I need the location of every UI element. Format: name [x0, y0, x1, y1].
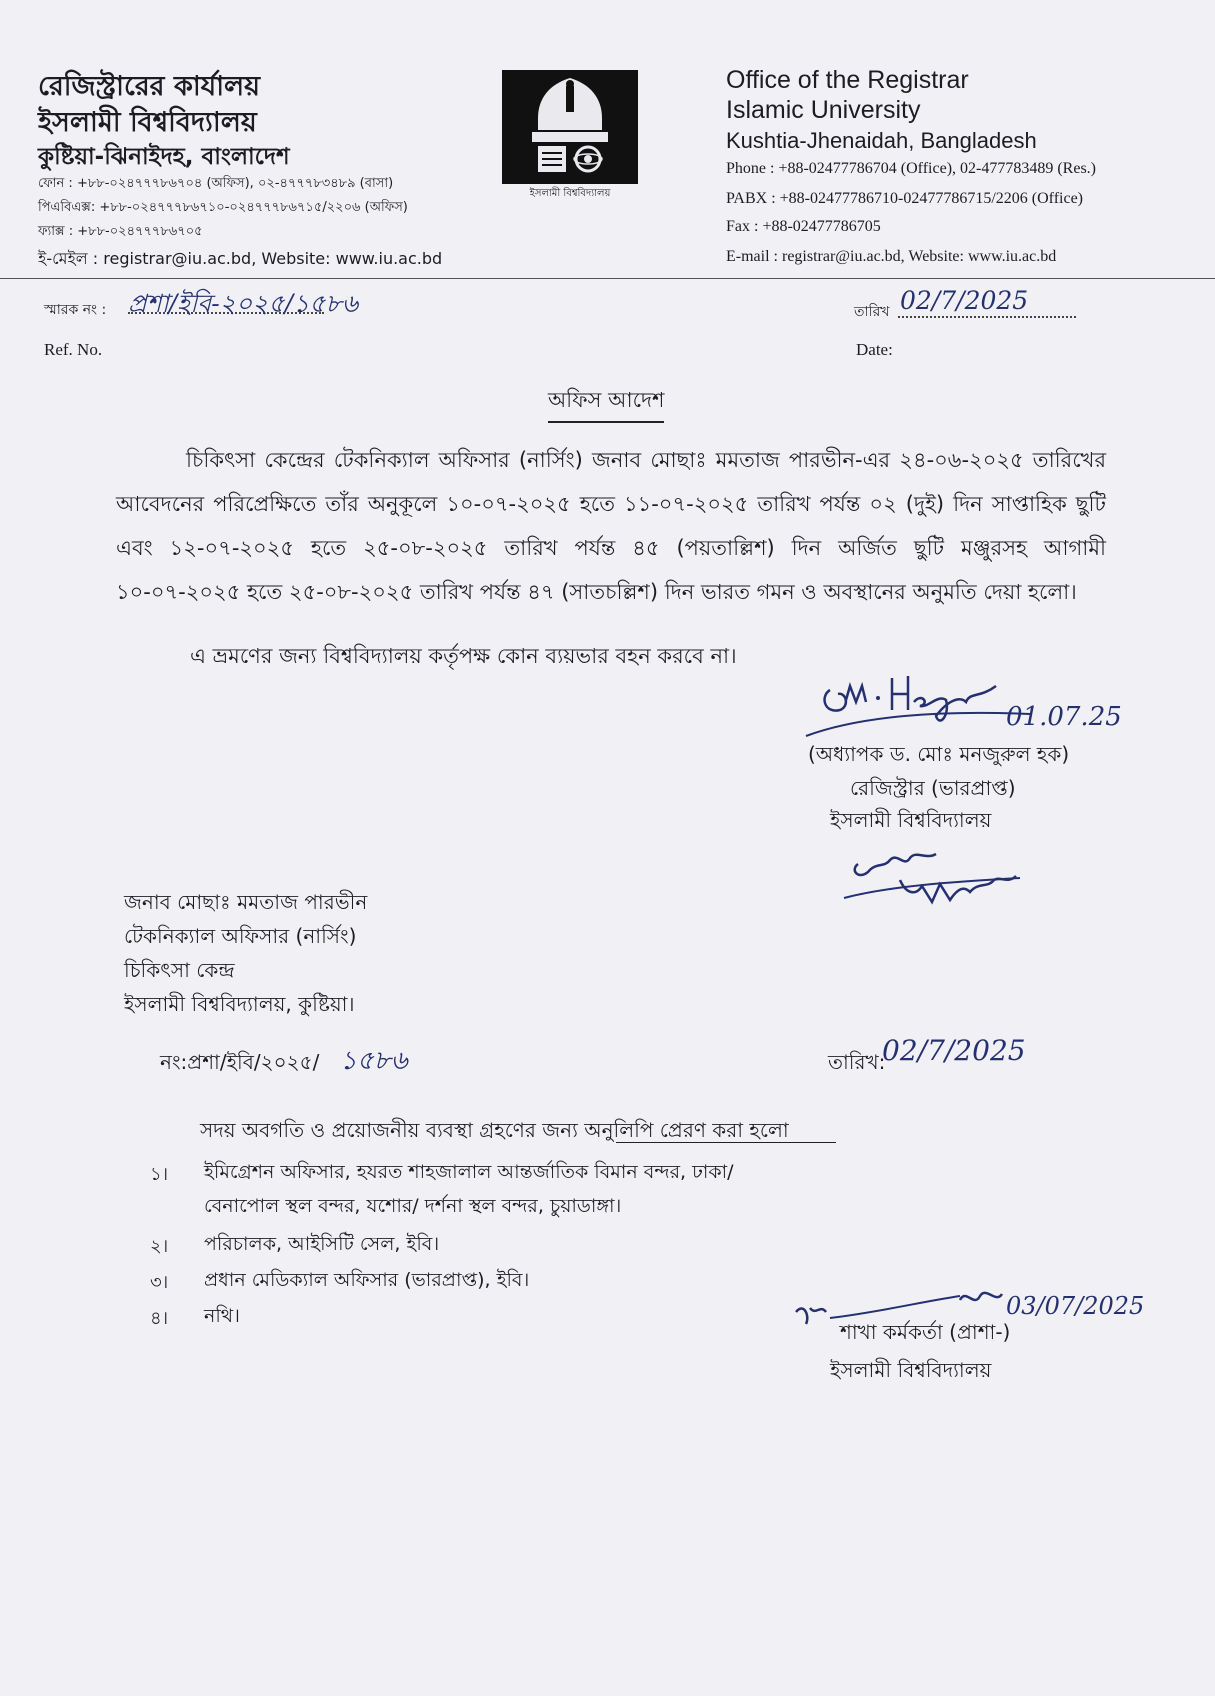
section-officer-designation: শাখা কর্মকর্তা (প্রাশা-)	[840, 1320, 1011, 1344]
registrar-designation: রেজিস্ট্রার (ভারপ্রাপ্ত)	[850, 776, 1016, 800]
registrar-organization: ইসলামী বিশ্ববিদ্যালয়	[830, 808, 992, 832]
bn-phone: ফোন : +৮৮-০২৪৭৭৭৮৬৭০৪ (অফিস), ০২-৪৭৭৭৮৩৪৮৯ (বাসা)	[38, 176, 394, 191]
copy-heading: সদয় অবগতি ও প্রয়োজনীয় ব্যবস্থা গ্রহণের জন্য অনুলিপি প্রেরণ করা হলো	[200, 1118, 789, 1142]
date-dotted-line	[898, 316, 1076, 318]
registrar-signature	[800, 656, 1060, 746]
copy-item-number: ৪।	[150, 1308, 169, 1329]
bn-office-heading: রেজিস্ট্রারের কার্যালয়	[38, 71, 261, 102]
copy-item-text: পরিচালক, আইসিটি সেল, ইবি।	[204, 1233, 440, 1255]
en-office-heading: Office of the Registrar	[726, 66, 969, 94]
en-university-heading: Islamic University	[726, 96, 921, 124]
order-paragraph: চিকিৎসা কেন্দ্রের টেকনিক্যাল অফিসার (নার্সিং) জনাব মোছাঃ মমতাজ পারভীন-এর ২৪-০৬-২০২৫ তারিখের আবেদনের পরিপ্রেক্ষিতে তাঁর অনুকূলে ১০-০৭-২০২৫ হতে ১১-০৭-২০২৫ তারিখ পর্যন্ত ০২ (দুই) দিন সাপ্তাহিক ছুটি এবং ১২-০৭-২০২৫ হতে ২৫-০৮-২০২৫ তারিখ পর্যন্ত ৪৫ (পয়তাল্লিশ) দিন অর্জিত ছুটি মঞ্জুরসহ আগামী ১০-০৭-২০২৫ হতে ২৫-০৮-২০২৫ তারিখ পর্যন্ত ৪৭ (সাতচল্লিশ) দিন ভারত গমন ও অবস্থানের অনুমতি দেয়া হলো।	[116, 448, 1106, 604]
en-fax: Fax : +88-02477786705	[726, 218, 881, 235]
copy-item-text: প্রধান মেডিক্যাল অফিসার (ভারপ্রাপ্ত), ইবি।	[204, 1269, 530, 1291]
en-location-heading: Kushtia-Jhenaidah, Bangladesh	[726, 128, 1037, 153]
initial-signature	[840, 840, 1030, 920]
registrar-name: (অধ্যাপক ড. মোঃ মনজুরুল হক)	[808, 742, 1070, 766]
bn-fax: ফ্যাক্স : +৮৮-০২৪৭৭৭৮৬৭০৫	[38, 224, 203, 239]
copy-heading-underline	[616, 1142, 836, 1143]
section-officer-organization: ইসলামী বিশ্ববিদ্যালয়	[830, 1358, 992, 1382]
ref-number-handwritten: প্রশা/ইবি-২০২৫/১৫৮৬	[128, 289, 358, 318]
memo-date-label: তারিখ:	[828, 1050, 886, 1074]
ref-label-en: Ref. No.	[44, 340, 103, 359]
memo-number-prefix: নং:প্রশা/ইবি/২০২৫/	[160, 1050, 320, 1074]
expense-note: এ ভ্রমণের জন্য বিশ্ববিদ্যালয় কর্তৃপক্ষ কোন ব্যয়ভার বহন করবে না।	[190, 644, 737, 668]
en-phone: Phone : +88-02477786704 (Office), 02-477783489 (Res.)	[726, 160, 1097, 177]
document-title: অফিস আদেশ	[548, 384, 664, 423]
section-officer-signed-date: 03/07/2025	[1006, 1292, 1145, 1320]
registrar-signed-date: 01.07.25	[1006, 702, 1122, 732]
addressee-line-3: চিকিৎসা কেন্দ্র	[124, 958, 235, 982]
en-pabx: PABX : +88-02477786710-02477786715/2206 (Office)	[726, 190, 1084, 207]
copy-item-text: বেনাপোল স্থল বন্দর, যশোর/ দর্শনা স্থল বন্দর, চুয়াডাঙ্গা।	[204, 1195, 622, 1217]
copy-item-number: ২।	[150, 1236, 169, 1257]
addressee-line-1: জনাব মোছাঃ মমতাজ পারভীন	[124, 890, 368, 914]
memo-date-handwritten: 02/7/2025	[882, 1034, 1026, 1067]
copy-item-text: ইমিগ্রেশন অফিসার, হযরত শাহজালাল আন্তর্জাতিক বিমান বন্দর, ঢাকা/	[204, 1161, 734, 1183]
bn-pabx: পিএবিএক্স: +৮৮-০২৪৭৭৭৮৬৭১০-০২৪৭৭৭৮৬৭১৫/২২০৬ (অফিস)	[38, 200, 408, 215]
letterhead-divider	[0, 278, 1215, 279]
date-label-bn: তারিখ	[854, 304, 890, 320]
date-label-en: Date:	[856, 340, 893, 359]
bn-email: ই-মেইল : registrar@iu.ac.bd, Website: www.iu.ac.bd	[38, 249, 443, 268]
addressee-line-2: টেকনিক্যাল অফিসার (নার্সিং)	[124, 924, 357, 948]
copy-item-text: নথি।	[204, 1305, 240, 1327]
addressee-line-4: ইসলামী বিশ্ববিদ্যালয়, কুষ্টিয়া।	[124, 992, 355, 1016]
logo-caption: ইসলামী বিশ্ববিদ্যালয়	[529, 188, 611, 199]
date-handwritten: 02/7/2025	[900, 286, 1029, 315]
ref-label-bn: স্মারক নং :	[44, 302, 107, 318]
memo-number-handwritten: ১৫৮৬	[340, 1046, 408, 1076]
bn-university-heading: ইসলামী বিশ্ববিদ্যালয়	[38, 107, 257, 138]
en-email: E-mail : registrar@iu.ac.bd, Website: www.iu.ac.bd	[726, 248, 1057, 265]
copy-item-number: ৩।	[150, 1272, 169, 1293]
university-logo-icon	[502, 70, 638, 196]
copy-item-number: ১।	[150, 1164, 169, 1185]
bn-location-heading: কুষ্টিয়া-ঝিনাইদহ, বাংলাদেশ	[38, 144, 290, 170]
